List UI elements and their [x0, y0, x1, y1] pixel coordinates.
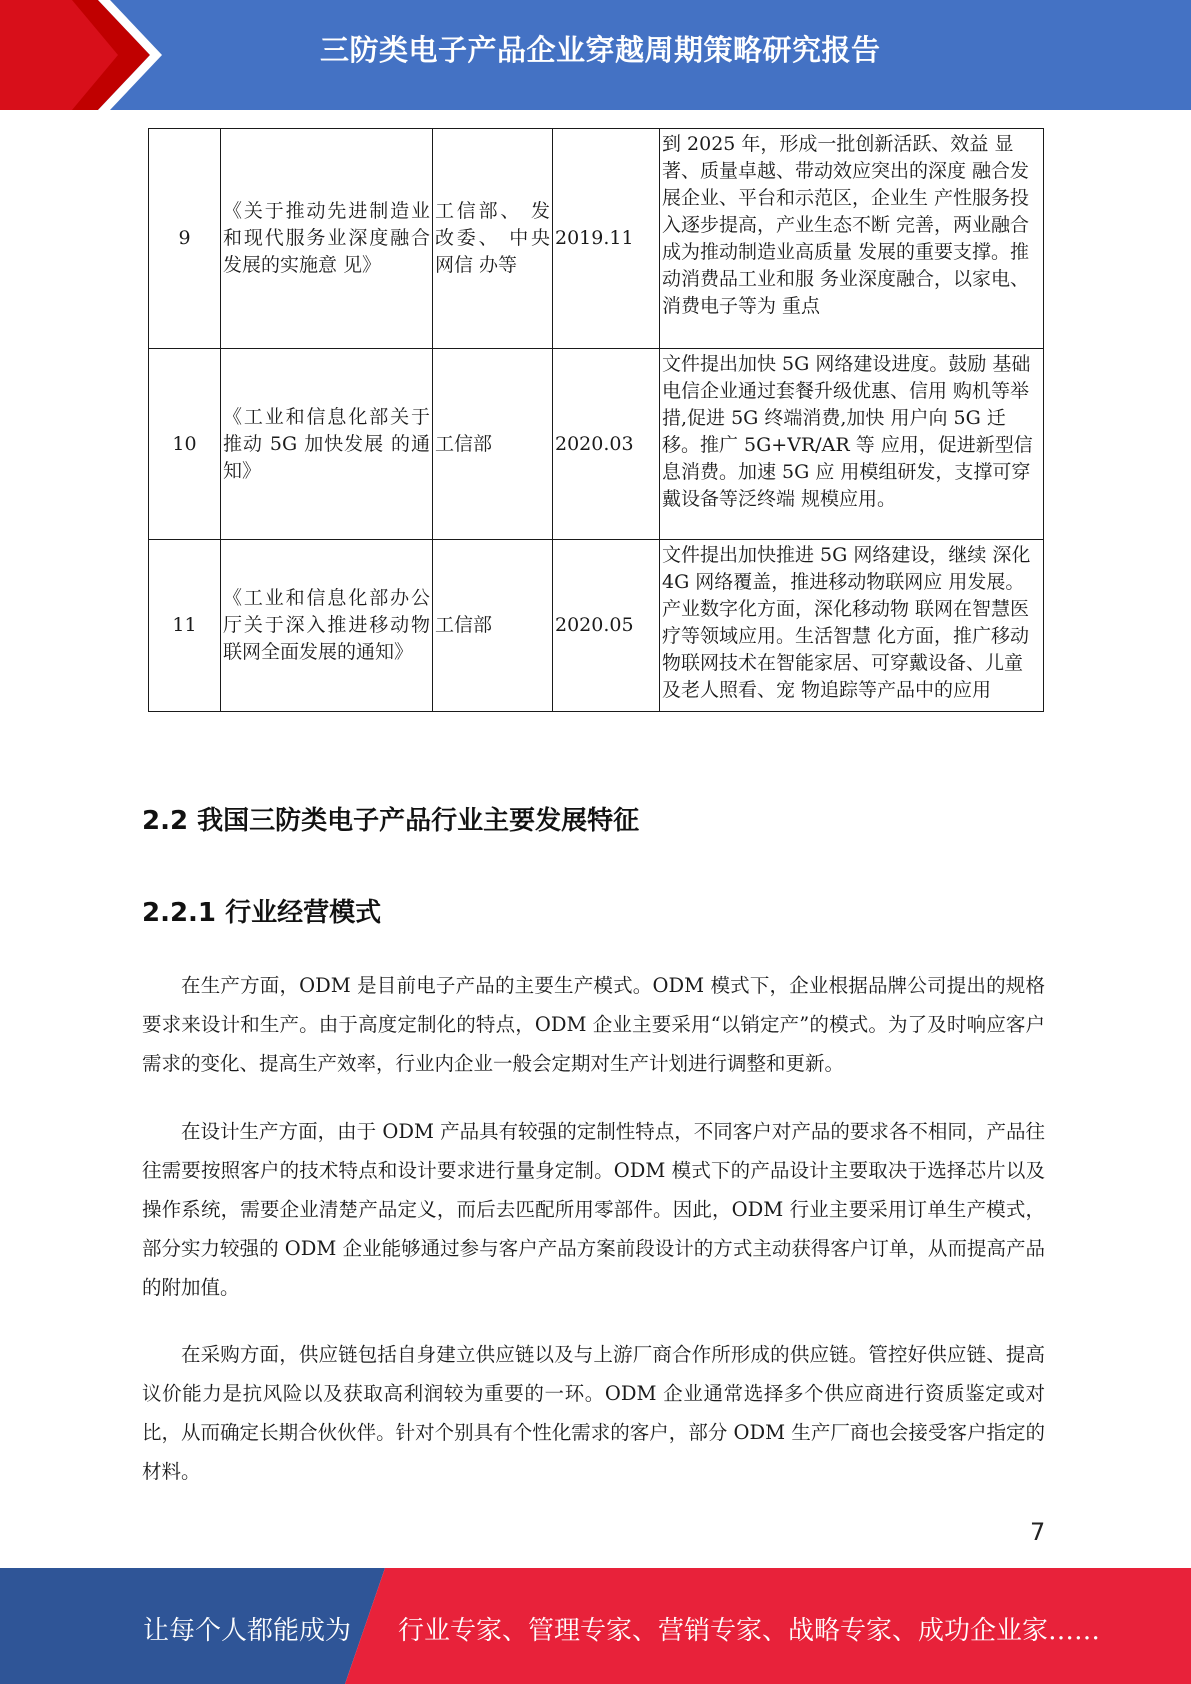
body-paragraph: 在采购方面，供应链包括自身建立供应链以及与上游厂商合作所形成的供应链。管控好供应链、提高议价能力是抗风险以及获取高利润较为重要的一环。ODM 企业通常选择多个供应商进行资质鉴定或对比，从而确定长期合伙伙伴。针对个别具有个性化需求的客户，部分 ODM 生产厂商也会接受客户指定的材料。 [142, 1343, 1045, 1483]
page-footer [0, 1568, 1191, 1684]
policy-date: 2019.11 [553, 129, 660, 349]
page-number: 7 [1030, 1518, 1046, 1546]
body-paragraph: 在设计生产方面，由于 ODM 产品具有较强的定制性特点，不同客户对产品的要求各不相同，产品往往需要按照客户的技术特点和设计要求进行量身定制。ODM 模式下的产品设计主要取决于选择芯片以及操作系统，需要企业清楚产品定义，而后去匹配所用零部件。因此，ODM 行业主要采用订单生产模式，部分实力较强的 ODM 企业能够通过参与客户产品方案前段设计的方式主动获得客户订单，从而提高产品的附加值。 [142, 1120, 1045, 1299]
policy-issuer: 工信部、 发改委、 中央网信 办等 [433, 129, 553, 349]
table-row [149, 540, 1044, 712]
report-title: 三防类电子产品企业穿越周期策略研究报告 [320, 33, 881, 67]
row-number: 11 [149, 540, 221, 712]
section-heading: 2.2 我国三防类电子产品行业主要发展特征 [142, 806, 640, 836]
policy-content-text: 文件提出加快推进 5G 网络建设，继续 深化 4G 网络覆盖，推进移动物联网应 用发展。产业数字化方面，深化移动物 联网在智慧医疗等领域应用。生活智慧 化方面，推广移动物联网技术在智能家居、可穿戴设备、儿童及老人照看、宠 物追踪等产品中的应用 [662, 544, 1031, 701]
table-row [149, 349, 1044, 540]
policy-title: 《工业和信息化部办公厅关于深入推进移动物联网全面发展的通知》 [221, 540, 433, 712]
policy-content: 到 2025 年，形成一批创新活跃、效益 显著、质量卓越、带动效应突出的深度 融合发展企业、平台和示范区，企业生 产性服务投入逐步提高，产业生态不断 完善，两业融合成为推动制造业高质量 发展的重要支撑。推动消费品工业和服 务业深度融合，以家电、消费电子等为 重点 [660, 129, 1044, 349]
policy-issuer: 工信部 [433, 540, 553, 712]
policy-date: 2020.05 [553, 540, 660, 712]
policy-date: 2020.03 [553, 349, 660, 540]
footer-slogan-right: 行业专家、管理专家、营销专家、战略专家、成功企业家…… [398, 1616, 1101, 1646]
policy-title: 《关于推动先进制造业和现代服务业深度融合发展的实施意 见》 [221, 129, 433, 349]
table-row [149, 129, 1044, 349]
policy-issuer: 工信部 [433, 349, 553, 540]
policy-title: 《工业和信息化部关于推动 5G 加快发展 的通知》 [221, 349, 433, 540]
row-number: 10 [149, 349, 221, 540]
policy-content [660, 540, 1044, 712]
policy-table [148, 128, 1044, 712]
page-header [0, 0, 1191, 110]
body-paragraph: 在生产方面，ODM 是目前电子产品的主要生产模式。ODM 模式下，企业根据品牌公司提出的规格要求来设计和生产。由于高度定制化的特点，ODM 企业主要采用“以销定产”的模式。为了及时响应客户需求的变化、提高生产效率，行业内企业一般会定期对生产计划进行调整和更新。 [142, 974, 1045, 1075]
footer-slogan-left: 让每个人都能成为 [143, 1616, 352, 1646]
policy-content: 文件提出加快 5G 网络建设进度。鼓励 基础电信企业通过套餐升级优惠、信用 购机等举措,促进 5G 终端消费,加快 用户向 5G 迁移。推广 5G+VR/AR 等 应用，促进新型信息消费。加速 5G 应 用模组研发，支撑可穿戴设备等泛终端 规模应用。 [660, 349, 1044, 540]
subsection-heading: 2.2.1 行业经营模式 [142, 898, 382, 928]
row-number: 9 [149, 129, 221, 349]
